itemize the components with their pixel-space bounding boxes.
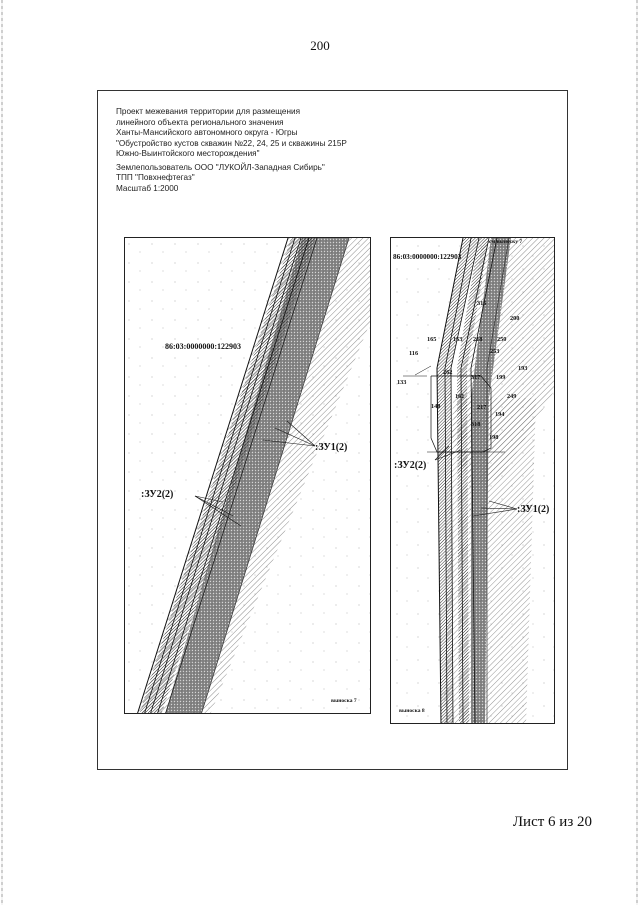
scan-edge-right: [636, 0, 638, 905]
callout-label-7: выноска 7: [331, 698, 357, 704]
point-label: 163: [453, 336, 463, 343]
drawing-sheet: [97, 90, 568, 770]
title-line-2: линейного объекта регионального значения: [116, 117, 284, 127]
point-label: 253: [490, 348, 500, 355]
point-label: 262: [443, 369, 453, 376]
point-label: 218: [473, 336, 483, 343]
sheet-counter: Лист 6 из 20: [512, 814, 592, 830]
parcel-label-left: 86:03:0000000:122903: [165, 342, 241, 351]
point-label: 165: [427, 336, 437, 343]
title-line-4: "Обустройство кустов скважин №22, 24, 25 и скважины 215Р: [116, 138, 347, 148]
zone-label-zu1-left: :ЗУ1(2): [315, 442, 348, 453]
zone-label-zu2-left: :ЗУ2(2): [141, 489, 174, 500]
point-label: 193: [518, 365, 528, 372]
title-line-1: Проект межевания территории для размещения: [116, 107, 300, 116]
map-drawing-left: [125, 238, 371, 714]
title-line-8: Масштаб 1:2000: [116, 183, 179, 193]
point-label: 200: [510, 315, 520, 322]
point-label: 249: [507, 393, 517, 400]
point-label: 133: [397, 379, 407, 386]
point-label: 250: [497, 336, 507, 343]
point-label: 317: [471, 374, 481, 381]
zone-hatch-outer: [443, 398, 536, 724]
map-panel-callout-7: [124, 237, 371, 714]
map-drawing-right: [391, 238, 555, 724]
title-line-6: Землепользователь ООО "ЛУКОЙЛ-Западная Сибирь": [116, 162, 325, 172]
parcel-label-right: 86:03:0000000:122903: [393, 253, 462, 261]
point-label: 318: [471, 421, 481, 428]
point-label: 199: [496, 374, 506, 381]
page-number: 200: [310, 38, 330, 53]
title-line-7: ТПП "Повхнефтегаз": [116, 173, 195, 182]
point-label: 116: [409, 350, 419, 357]
point-label: 161: [455, 393, 465, 400]
see-callout-7-label: см.выноску 7: [489, 239, 523, 245]
zone-label-zu1-right: :ЗУ1(2): [517, 504, 550, 515]
point-label: 316: [477, 300, 487, 307]
point-label: 194: [495, 411, 505, 418]
callout-label-8: выноска 8: [399, 708, 425, 714]
map-panel-callout-8: [390, 237, 555, 724]
title-block: [116, 107, 347, 194]
zone-label-zu2-right: :ЗУ2(2): [394, 460, 427, 471]
point-label: 217: [477, 404, 487, 411]
title-line-5: Южно-Выинтойского месторождения": [116, 149, 260, 158]
scan-edge-left: [1, 0, 3, 905]
point-label: 198: [489, 434, 499, 441]
point-label: 140: [431, 403, 441, 410]
title-line-3: Ханты-Мансийского автономного округа - Югры: [116, 128, 298, 137]
